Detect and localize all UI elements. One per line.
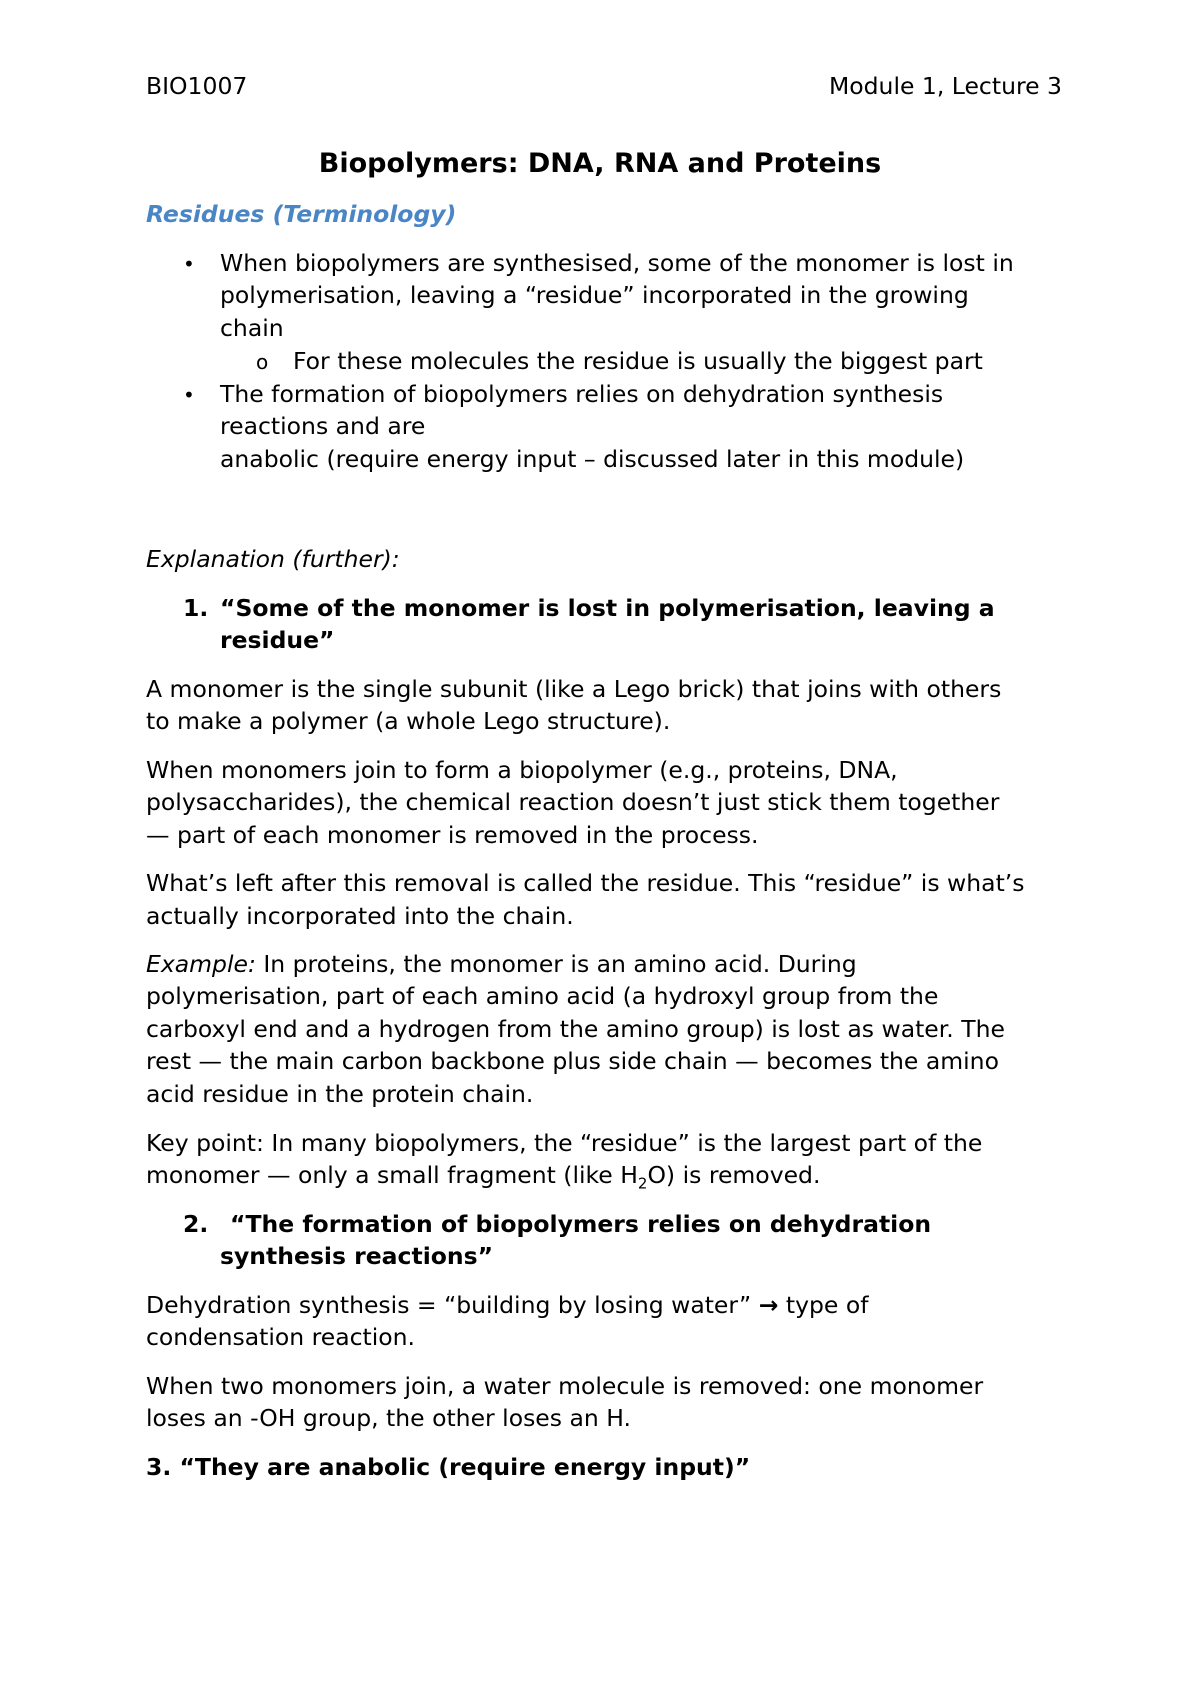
bullet-icon: • <box>183 383 195 407</box>
item-1-p4-line-5: acid residue in the protein chain. <box>146 1080 534 1108</box>
item-2-p2-line-1: When two monomers join, a water molecule is removed: one monomer <box>146 1372 984 1400</box>
item-1-p1-line-1: A monomer is the single subunit (like a Lego brick) that joins with others <box>146 675 1002 703</box>
item-2-number: 2. <box>183 1210 209 1238</box>
item-2-p1-line-2: condensation reaction. <box>146 1323 415 1351</box>
dehydration-text-end: type of <box>778 1291 869 1319</box>
page-title: Biopolymers: DNA, RNA and Proteins <box>318 148 882 179</box>
module-lecture: Module 1, Lecture 3 <box>828 72 1062 100</box>
item-1-p4-line-3: carboxyl end and a hydrogen from the amino group) is lost as water. The <box>146 1015 1005 1043</box>
section-heading-residues: Residues (Terminology) <box>146 200 457 228</box>
item-1-p1-line-2: to make a polymer (a whole Lego structure). <box>146 707 671 735</box>
bullet-icon: • <box>183 252 195 276</box>
bullet-2-line-3: anabolic (require energy input – discussed later in this module) <box>220 445 965 473</box>
item-3-number: 3. <box>146 1453 172 1481</box>
bullet-2-line-1: The formation of biopolymers relies on dehydration synthesis <box>220 380 944 408</box>
item-2-p1-line-1 <box>146 1291 868 1319</box>
item-1-p4-line-4: rest — the main carbon backbone plus side chain — becomes the amino <box>146 1047 999 1075</box>
item-1-p3-line-1: What’s left after this removal is called the residue. This “residue” is what’s <box>146 869 1025 897</box>
key-point-line-1: Key point: In many biopolymers, the “residue” is the largest part of the <box>146 1129 983 1157</box>
item-3-title: “They are anabolic (require energy input)” <box>179 1453 751 1481</box>
item-2-title-line-2: synthesis reactions” <box>220 1242 494 1270</box>
bullet-2-line-2: reactions and are <box>220 412 426 440</box>
item-1-p4-line-1 <box>146 950 857 978</box>
course-code: BIO1007 <box>146 72 248 100</box>
item-1-p2-line-2: polysaccharides), the chemical reaction doesn’t just stick them together <box>146 788 1000 816</box>
item-1-p3-line-2: actually incorporated into the chain. <box>146 902 574 930</box>
item-1-title-line-2: residue” <box>220 626 335 654</box>
explanation-heading: Explanation (further): <box>146 545 400 573</box>
item-1-p2-line-1: When monomers join to form a biopolymer (e.g., proteins, DNA, <box>146 756 898 784</box>
item-1-number: 1. <box>183 594 209 622</box>
item-1-p4-line-2: polymerisation, part of each amino acid (a hydroxyl group from the <box>146 982 939 1010</box>
item-3-heading <box>146 1453 750 1481</box>
item-2-p2-line-2: loses an -OH group, the other loses an H. <box>146 1404 631 1432</box>
key-point-text-end: O) is removed. <box>647 1161 821 1189</box>
bullet-1-line-3: chain <box>220 314 284 342</box>
sub-bullet-icon: o <box>256 350 269 374</box>
key-point-line-2 <box>146 1161 820 1193</box>
item-2-title-line-1: “The formation of biopolymers relies on dehydration <box>230 1210 932 1238</box>
sub-bullet-1: For these molecules the residue is usually the biggest part <box>293 347 983 375</box>
item-1-title-line-1: “Some of the monomer is lost in polymerisation, leaving a <box>220 594 995 622</box>
example-text: In proteins, the monomer is an amino acid. During <box>255 950 857 978</box>
bullet-1-line-2: polymerisation, leaving a “residue” incorporated in the growing <box>220 281 969 309</box>
arrow-right-icon: → <box>758 1291 779 1319</box>
bullet-1-line-1: When biopolymers are synthesised, some of the monomer is lost in <box>220 249 1014 277</box>
dehydration-text: Dehydration synthesis = “building by losing water” <box>146 1291 759 1319</box>
item-1-p2-line-3: — part of each monomer is removed in the process. <box>146 821 759 849</box>
example-label: Example: <box>146 950 256 978</box>
key-point-text: monomer — only a small fragment (like H <box>146 1161 638 1189</box>
subscript-2: 2 <box>637 1174 648 1193</box>
